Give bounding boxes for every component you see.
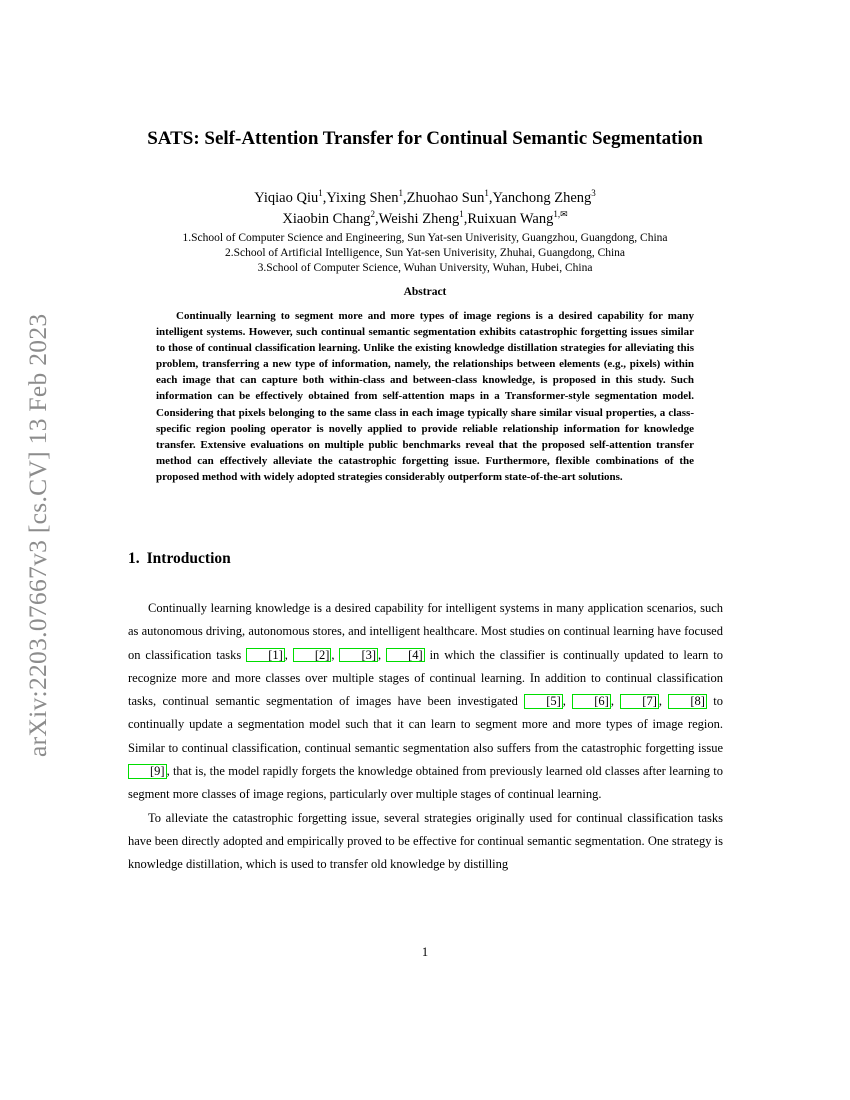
author-affiliation-mark: 2 <box>370 209 376 219</box>
citation-link[interactable]: [2] <box>293 648 332 663</box>
author-affiliation-mark: 1 <box>459 209 464 219</box>
affiliations <box>100 231 750 276</box>
author-affiliation-mark: 1 <box>398 188 403 198</box>
author-affiliation-mark: 1 <box>318 188 323 198</box>
paper-title: SATS: Self-Attention Transfer for Continual Semantic Segmentation <box>147 128 703 149</box>
author-name: Weishi Zheng <box>378 211 460 227</box>
affiliation-3: 3.School of Computer Science, Wuhan University, Wuhan, Hubei, China <box>257 262 593 274</box>
paragraph-text: , <box>658 694 669 709</box>
author-affiliation-mark: 3 <box>591 188 596 198</box>
paragraph <box>128 597 723 807</box>
author-affiliation-mark: 1 <box>484 188 489 198</box>
section-heading <box>128 550 231 568</box>
paragraph-text: To alleviate the catastrophic forgetting issue, several strategies originally used for continual classification tasks have been directly adopted and empirically proved to be effective for continual semantic segmentation. One strategy is knowledge distillation, which is used to transfer old knowledge by distilling <box>128 810 723 872</box>
abstract-text: Continually learning to segment more and more types of image regions is a desired capability for many intelligent systems. However, such continual semantic segmentation exhibits catastrophic forgetting issues similar to those of continual classification learning. Unlike the existing knowledge distillation strategies for alleviating this problem, transferring a new type of information, namely, the relationships between elements (e.g., pixels) within each image that can capture both within-class and between-class knowledge, is proposed in this study. Such information can be effectively obtained from self-attention maps in a Transformer-style segmentation model. Considering that pixels belonging to the same class in each image typically share similar visual properties, a class-specific region pooling operator is novelly applied to provide reliable relationship information for knowledge transfer. Extensive evaluations on multiple public benchmarks reveal that the proposed self-attention transfer method can effectively alleviate the catastrophic forgetting issue. Furthermore, flexible combinations of the proposed method with widely adopted strategies considerably outperform state-of-the-art solutions. <box>156 310 694 483</box>
paragraph-text: , <box>284 647 293 662</box>
author-affiliation-mark: 1,✉ <box>553 209 568 219</box>
citation-link[interactable]: [7] <box>620 694 659 709</box>
author-name: Yiqiao Qiu <box>254 190 319 206</box>
section-number: 1. <box>128 550 140 567</box>
paragraph-text: , <box>610 694 621 709</box>
author-name: Yanchong Zheng <box>492 190 592 206</box>
citation-link[interactable]: [3] <box>339 648 378 663</box>
arxiv-identifier: arXiv:2203.07667v3 [cs.CV] 13 Feb 2023 <box>23 313 52 757</box>
section-title: Introduction <box>146 550 231 567</box>
abstract-heading: Abstract <box>403 286 447 298</box>
citation-link[interactable]: [1] <box>246 648 285 663</box>
paragraph-text: Continually learning knowledge is a desired capability for intelligent systems in many application scenarios, such as autonomous driving, autonomous stores, and intelligent healthcare. Most studies on continual learning have focused on classification tasks <box>128 601 723 662</box>
paragraph <box>128 807 723 877</box>
author-name: Ruixuan Wang <box>467 211 554 227</box>
paragraph-text: , <box>378 647 387 662</box>
author-name: Zhuohao Sun <box>406 190 485 206</box>
page-number: 1 <box>421 945 429 959</box>
citation-link[interactable]: [9] <box>128 764 167 779</box>
author-name: Yixing Shen <box>326 190 399 206</box>
paragraph-text: to continually update a segmentation model such that it can learn to segment more and more types of image region. Similar to continual classification, continual semantic segmentation also suffers from the catastrophic forgetting issue <box>128 694 723 755</box>
body-text <box>128 597 723 877</box>
author-list <box>100 188 750 230</box>
authors-line-1: Yiqiao Qiu$^1$,Yixing Shen$^1$,Zhuohao Sun$^1$,Yanchong Zheng$^3$ <box>254 188 596 206</box>
paragraph-text: in which the classifier is continually updated to learn to recognize more and more classes over multiple stages of continual learning. In addition to continual classification tasks, continual semantic segmentation of images have been investigated <box>128 647 724 709</box>
author-name: Xiaobin Chang <box>282 211 371 227</box>
paragraph-text: , that is, the model rapidly forgets the knowledge obtained from previously learned old classes after learning to segment more classes of image regions, particularly over multiple stages of continual learning. <box>128 764 723 802</box>
paragraph-text: , <box>562 694 573 709</box>
citation-link[interactable]: [6] <box>572 694 611 709</box>
citation-link[interactable]: [8] <box>668 694 707 709</box>
paragraph-text: , <box>331 647 340 662</box>
authors-line-2: Xiaobin Chang$^2$,Weishi Zheng$^1$,Ruixuan Wang$^{1,✉}$ <box>282 209 568 227</box>
affiliation-2: 2.School of Artificial Intelligence, Sun Yat-sen Univerisity, Zhuhai, Guangdong, China <box>224 247 626 259</box>
citation-link[interactable]: [5] <box>524 694 563 709</box>
citation-link[interactable]: [4] <box>386 648 425 663</box>
affiliation-1: 1.School of Computer Science and Engineering, Sun Yat-sen Univerisity, Guangzhou, Guangdong, China <box>182 232 668 244</box>
